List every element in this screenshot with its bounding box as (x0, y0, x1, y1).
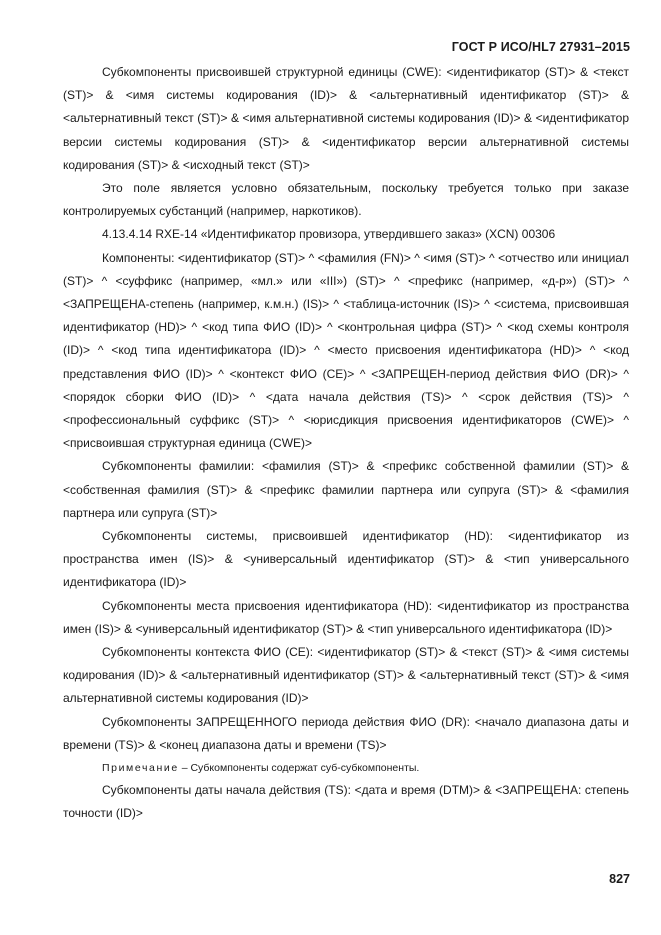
section-heading: 4.13.4.14 RXE-14 «Идентификатор провизора, утвердившего заказ» (XCN) 00306 (102, 227, 556, 242)
paragraph-name-validity-range: Субкомпоненты ЗАПРЕЩЕННОГО периода действия ФИО (DR): <начало диапазона даты и времени (TS)> & <конец диапазона даты и времени (TS)> (63, 714, 629, 752)
paragraph-components: Компоненты: <идентификатор (ST)> ^ <фамилия (FN)> ^ <имя (ST)> ^ <отчество или инициал (ST)> ^ <суффикс (например, «мл.» или «III») (ST)> ^ <префикс (например, «д-р») (ST)> ^ <ЗАПРЕЩЕНА-степень (например, к.м.н.) (IS)> ^ <таблица-источник (IS)> ^ <система, присвоившая идентификатор (HD)> ^ <код типа ФИО (ID)> ^ <контрольная цифра (ST)> ^ <код схемы контроля (ID)> ^ <код типа идентификатора (ID)> ^ <место присвоения идентификатора (HD)> ^ <код представления ФИО (ID)> ^ <контекст ФИО (CE)> ^ <ЗАПРЕЩЕН-период действия ФИО (DR)> ^ <порядок сборки ФИО (ID)> ^ <дата начала действия (TS)> ^ <срок действия (TS)> ^ <профессиональный суффикс (ST)> ^ <юрисдикция присвоения идентификаторов (CWE)> ^ <присвоившая структурная единица (CWE)> (63, 250, 629, 451)
paragraph-assigning-authority: Субкомпоненты системы, присвоившей идентификатор (HD): <идентификатор из пространства имен (IS)> & <универсальный идентификатор (ST)> & <тип универсального идентификатора (ID)> (63, 529, 629, 590)
paragraph-effective-date: Субкомпоненты даты начала действия (TS): <дата и время (DTM)> & <ЗАПРЕЩЕНА: степень точности (ID)> (63, 783, 629, 821)
page-number: 827 (609, 872, 630, 886)
paragraph-cwe-subcomponents: Субкомпоненты присвоившей структурной единицы (CWE): <идентификатор (ST)> & <текст (ST)> & <имя системы кодирования (ID)> & <альтернативный идентификатор (ST)> & <альтернативный текст (ST)> & <имя альтернативной системы кодирования (ID)> & <идентификатор версии системы кодирования (ST)> & <идентификатор версии альтернативной системы кодирования (ST)> & <исходный текст (ST)> (63, 65, 629, 172)
note-label: Примечание (102, 762, 179, 775)
document-body (63, 61, 629, 826)
note-text: – Субкомпоненты содержат суб-субкомпоненты. (181, 762, 420, 775)
paragraph-surname-subcomponents: Субкомпоненты фамилии: <фамилия (ST)> & <префикс собственной фамилии (ST)> & <собственная фамилия (ST)> & <префикс фамилии партнера или супруга (ST)> & <фамилия партнера или супруга (ST)> (63, 459, 629, 520)
note (63, 757, 629, 779)
paragraph-name-context: Субкомпоненты контекста ФИО (CE): <идентификатор (ST)> & <текст (ST)> & <имя системы кодирования (ID)> & <альтернативный идентификатор (ST)> & <альтернативный текст (ST)> & <имя альтернативной системы кодирования (ID)> (63, 645, 629, 706)
paragraph-assigning-facility: Субкомпоненты места присвоения идентификатора (HD): <идентификатор из пространства имен (IS)> & <универсальный идентификатор (ST)> & <тип универсального идентификатора (ID)> (63, 598, 629, 636)
paragraph-conditional-field: Это поле является условно обязательным, поскольку требуется только при заказе контролируемых субстанций (например, наркотиков). (63, 181, 629, 219)
document-header: ГОСТ Р ИСО/HL7 27931–2015 (451, 40, 630, 54)
